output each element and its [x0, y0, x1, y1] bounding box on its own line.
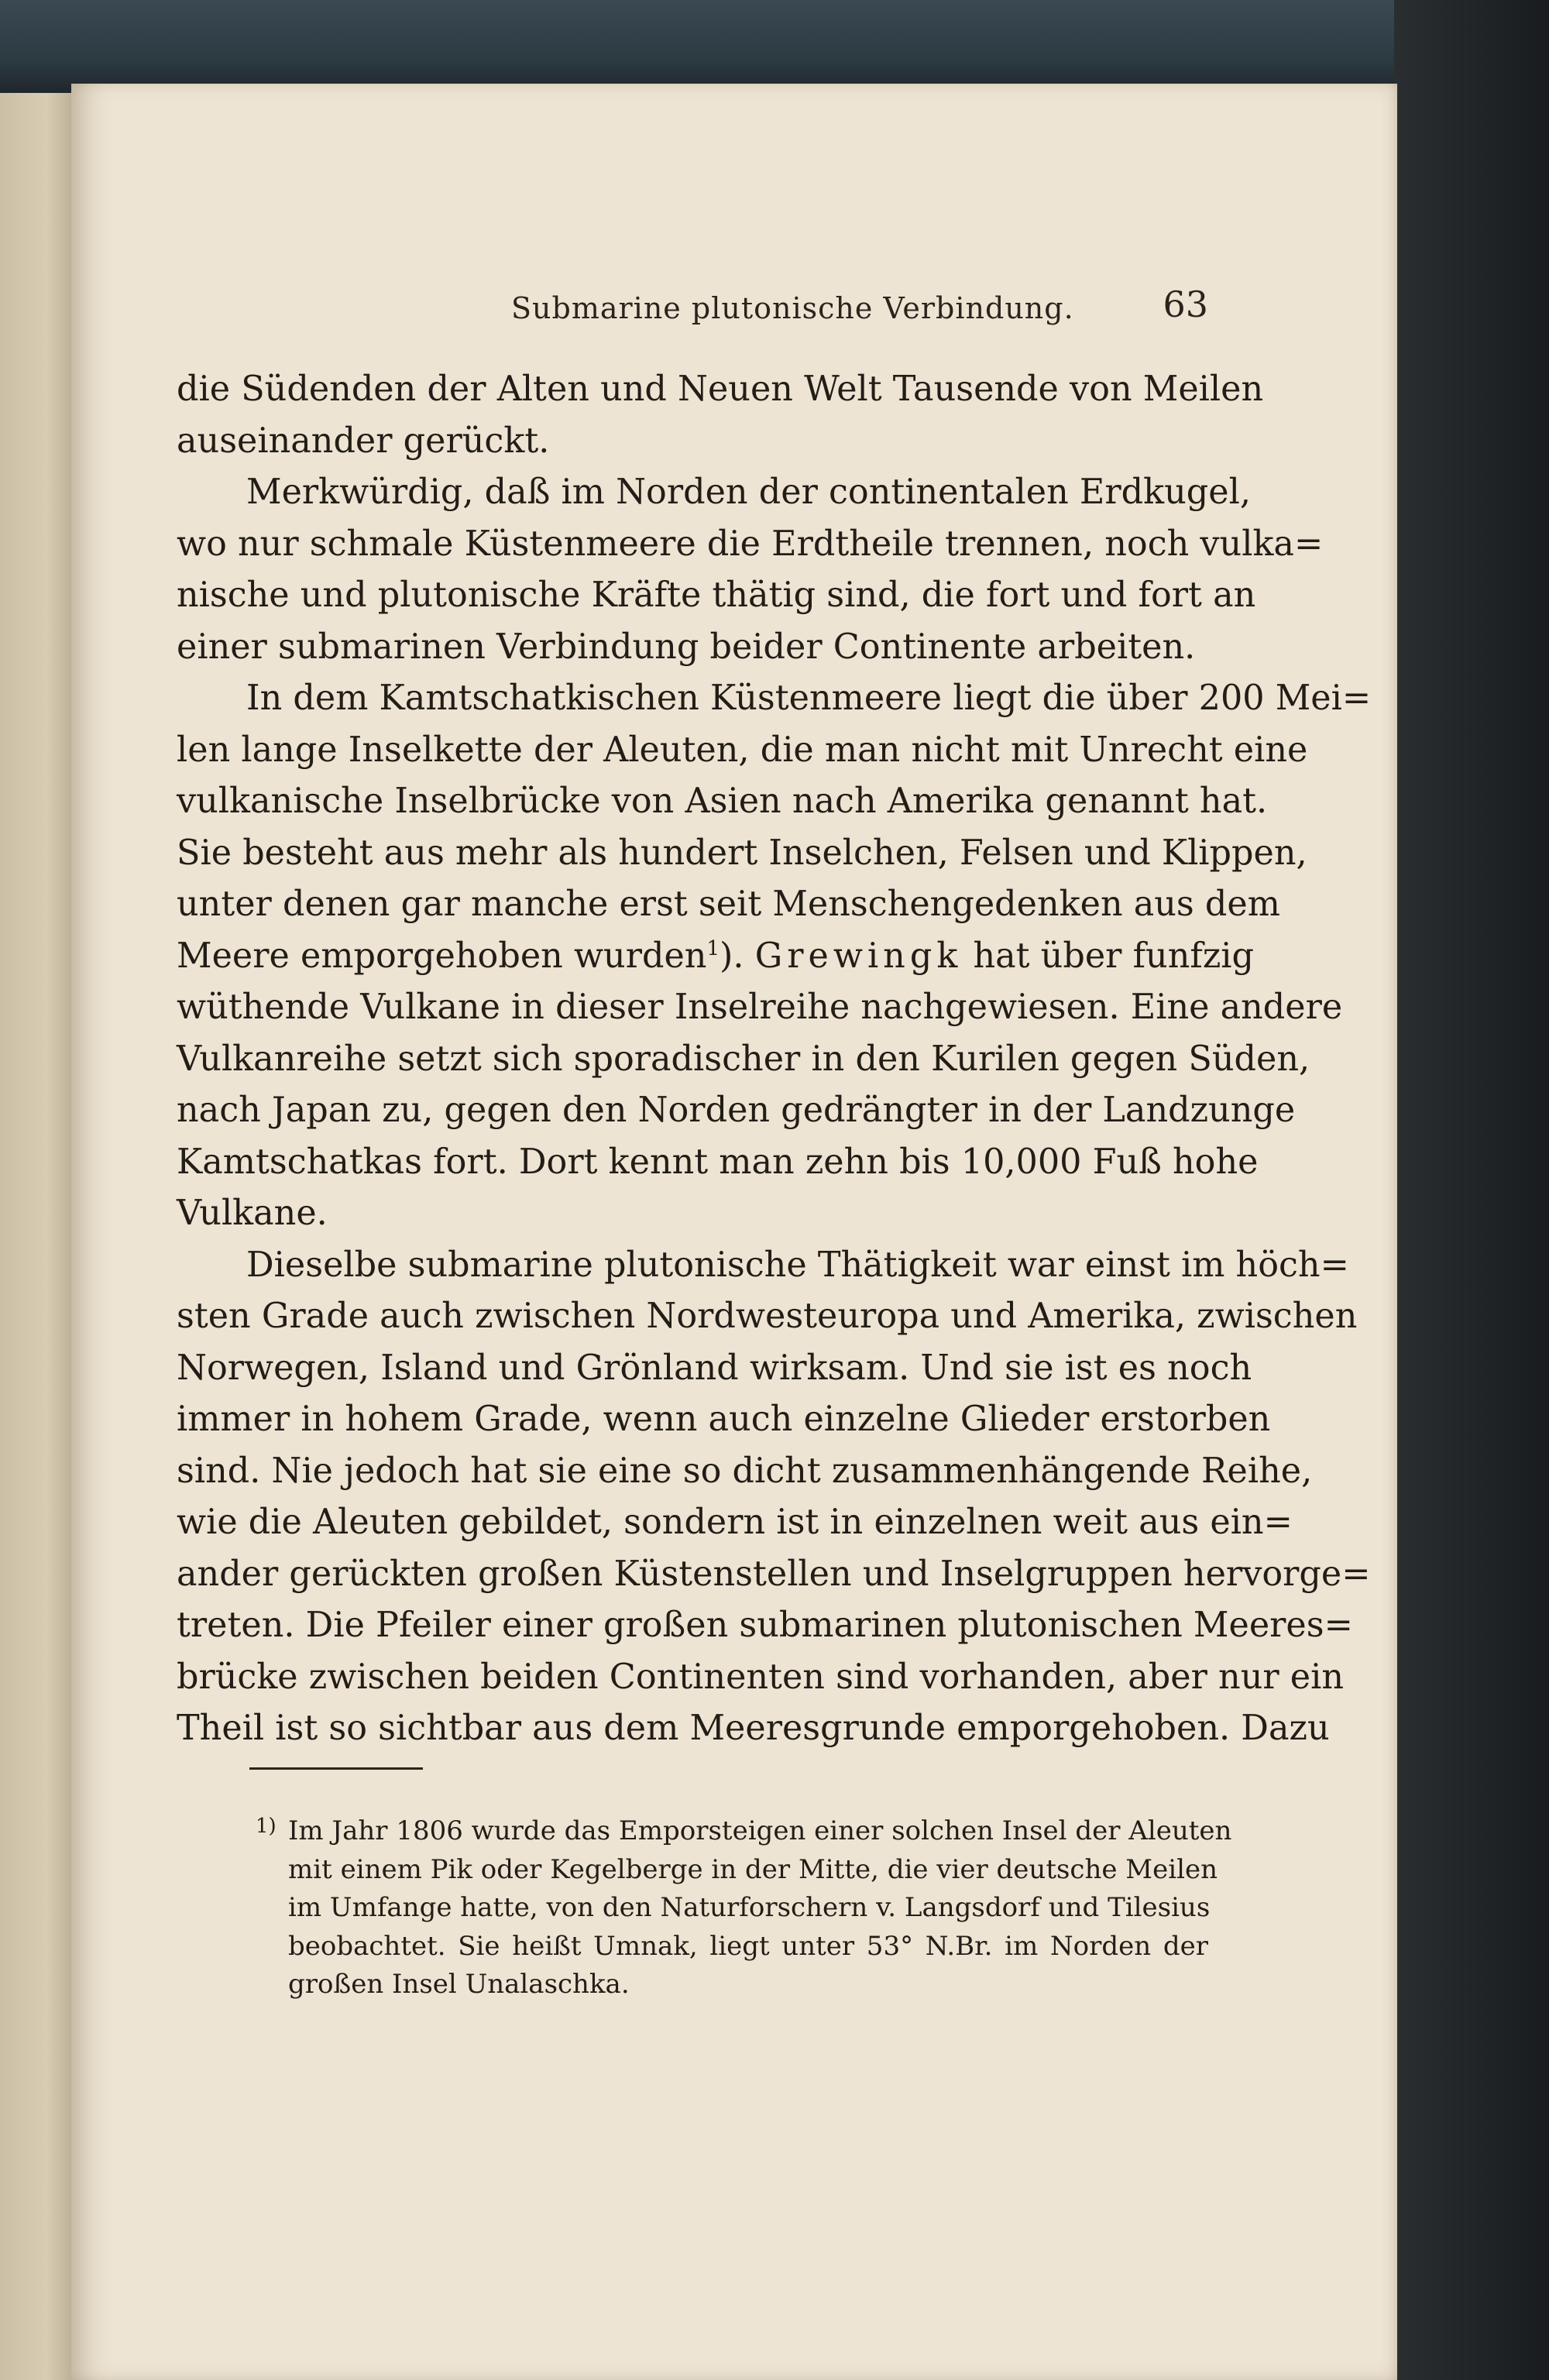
- text-fragment: ).: [720, 936, 744, 976]
- text-line: Merkwürdig, daß im Norden der continentalen Erdkugel,: [246, 472, 1251, 512]
- text-fragment: Meere emporgehoben wurden: [177, 936, 707, 976]
- text-line: brücke zwischen beiden Continenten sind vorhanden, aber nur ein: [177, 1657, 1345, 1697]
- text-line: unter denen gar manche erst seit Menschengedenken aus dem: [177, 884, 1280, 924]
- footnote-line: Im Jahr 1806 wurde das Emporsteigen einer solchen Insel der Aleuten: [288, 1815, 1232, 1846]
- text-line: nach Japan zu, gegen den Norden gedrängter in der Landzunge: [177, 1090, 1296, 1130]
- text-line: sind. Nie jedoch hat sie eine so dicht zusammenhängende Reihe,: [177, 1451, 1313, 1491]
- footnote-marker: 1): [256, 1815, 276, 1838]
- running-head: Submarine plutonische Verbindung.: [511, 291, 1074, 325]
- text-line: Vulkane.: [177, 1193, 328, 1233]
- text-line: einer submarinen Verbindung beider Continente arbeiten.: [177, 627, 1196, 667]
- page-number: 63: [1163, 283, 1208, 325]
- text-line: Theil ist so sichtbar aus dem Meeresgrunde emporgehoben. Dazu: [177, 1709, 1330, 1748]
- footnote-line: mit einem Pik oder Kegelberge in der Mitte, die vier deutsche Meilen: [288, 1853, 1218, 1885]
- footnote-line: beobachtet. Sie heißt Umnak, liegt unter 53° N.Br. im Norden der: [288, 1930, 1208, 1962]
- text-line: Dieselbe submarine plutonische Thätigkeit war einst im höch=: [246, 1245, 1349, 1285]
- text-line: wo nur schmale Küstenmeere die Erdtheile trennen, noch vulka=: [177, 524, 1324, 564]
- text-line: ander gerückten großen Küstenstellen und Inselgruppen hervorge=: [177, 1554, 1371, 1594]
- text-line: immer in hohem Grade, wenn auch einzelne Glieder erstorben: [177, 1399, 1271, 1439]
- author-name: Grewingk: [754, 936, 963, 976]
- footnote-rule: [249, 1767, 423, 1770]
- text-line: wie die Aleuten gebildet, sondern ist in einzelnen weit aus ein=: [177, 1503, 1293, 1542]
- text-line: Kamtschatkas fort. Dort kennt man zehn bis 10,000 Fuß hohe: [177, 1142, 1259, 1182]
- footnote-line: großen Insel Unalaschka.: [288, 1969, 630, 2000]
- text-line: Sie besteht aus mehr als hundert Inselchen, Felsen und Klippen,: [177, 833, 1307, 873]
- facing-page-edge: [0, 93, 77, 2380]
- text-line: wüthende Vulkane in dieser Inselreihe nachgewiesen. Eine andere: [177, 987, 1343, 1027]
- text-line: die Südenden der Alten und Neuen Welt Tausende von Meilen: [177, 369, 1264, 409]
- text-line: sten Grade auch zwischen Nordwesteuropa und Amerika, zwischen: [177, 1296, 1358, 1336]
- footnotes: [256, 1812, 1232, 2004]
- text-line: vulkanische Inselbrücke von Asien nach Amerika genannt hat.: [177, 781, 1268, 821]
- text-line: Vulkanreihe setzt sich sporadischer in den Kurilen gegen Süden,: [177, 1039, 1310, 1079]
- footnote-line: im Umfange hatte, von den Naturforschern v. Langsdorf und Tilesius: [288, 1892, 1211, 1923]
- text-line: auseinander gerückt.: [177, 421, 550, 461]
- footnote-reference: 1: [706, 936, 720, 960]
- text-line: nische und plutonische Kräfte thätig sind, die fort und fort an: [177, 575, 1256, 615]
- text-line: In dem Kamtschatkischen Küstenmeere liegt die über 200 Mei=: [246, 678, 1372, 718]
- text-line-with-footnote: [177, 931, 1254, 983]
- page-header: [434, 200, 1208, 325]
- text-line: Norwegen, Island und Grönland wirksam. Und sie ist es noch: [177, 1348, 1252, 1388]
- text-fragment: hat über funfzig: [973, 936, 1254, 976]
- text-line: treten. Die Pfeiler einer großen submarinen plutonischen Meeres=: [177, 1606, 1353, 1645]
- book-binding-edge: [1394, 0, 1549, 2380]
- text-line: len lange Inselkette der Aleuten, die man nicht mit Unrecht eine: [177, 730, 1308, 770]
- body-text: [177, 364, 1372, 1755]
